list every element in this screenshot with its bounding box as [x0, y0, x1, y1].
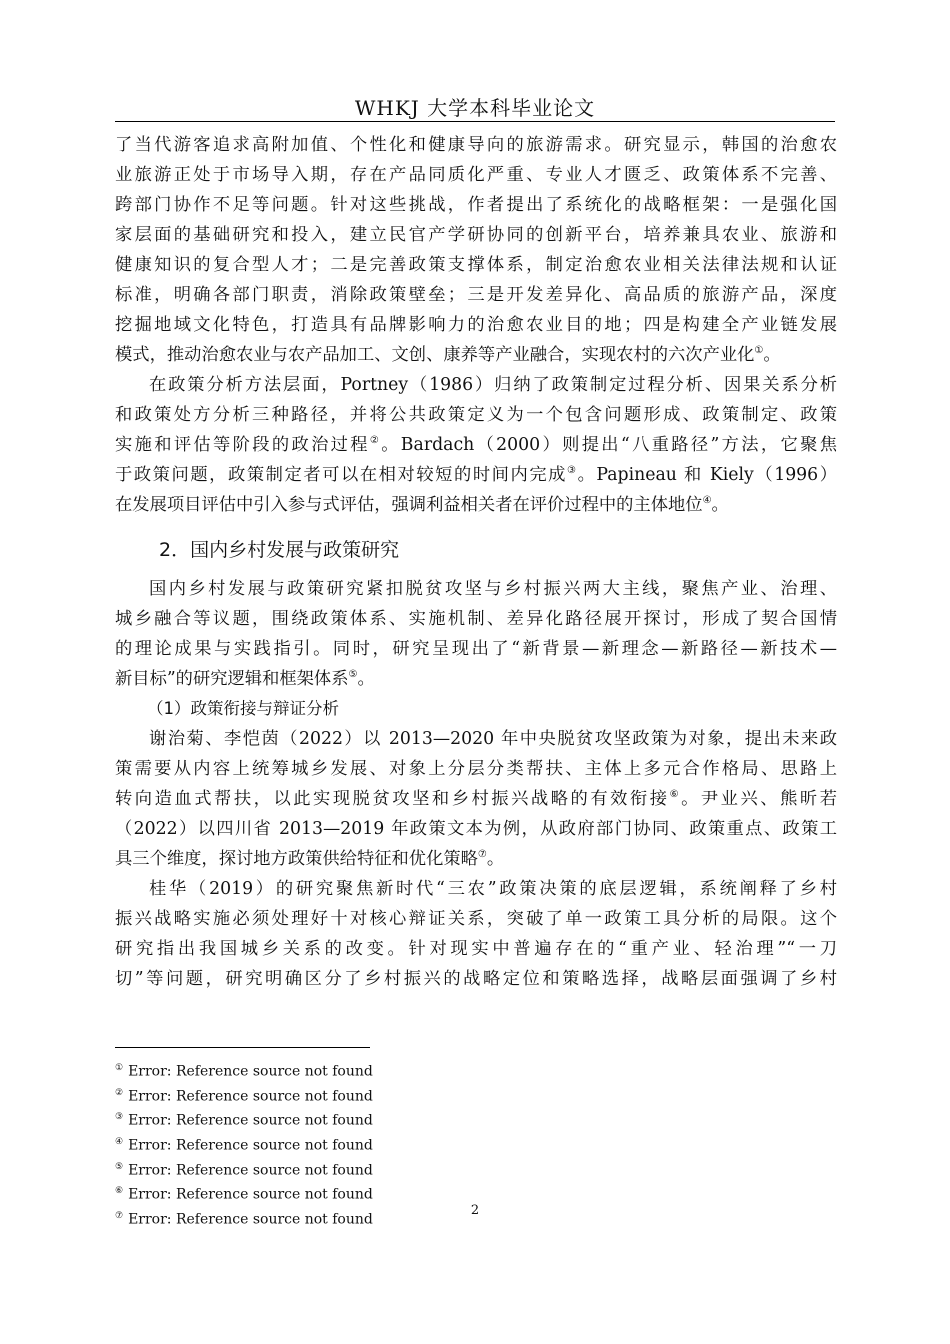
text-line: 城乡融合等议题，围绕政策体系、实施机制、差异化路径展开探讨，形成了契合国情: [115, 609, 837, 629]
text-line: [115, 784, 837, 814]
text-run: 在发展项目评估中引入参与式评估，强调利益相关者在评价过程中的主体地位: [115, 495, 703, 515]
footnote-text: Error: Reference source not found: [128, 1112, 373, 1129]
footnote: [115, 1058, 373, 1083]
footnote-separator: [115, 1047, 370, 1048]
footnote-ref-2[interactable]: ②: [369, 435, 382, 447]
footnote-ref-1[interactable]: ①: [754, 345, 764, 357]
text-line: 的理论成果与实践指引。同时，研究呈现出了“新背景—新理念—新路径—新技术—: [115, 639, 837, 659]
text-line: 和政策处方分析三种路径，并将公共政策定义为一个包含问题形成、政策制定、政策: [115, 405, 837, 425]
text-line: 跨部门协作不足等问题。针对这些挑战，作者提出了系统化的战略框架：一是强化国: [115, 195, 837, 215]
text-line: 研究指出我国城乡关系的改变。针对现实中普遍存在的“重产业、轻治理”“一刀: [115, 939, 837, 959]
paragraph-4: [115, 724, 837, 874]
text-run: 具三个维度，探讨地方政策供给特征和优化策略: [115, 849, 478, 869]
text-line: 挖掘地域文化特色，打造具有品牌影响力的治愈农业目的地；四是构建全产业链发展: [115, 315, 837, 335]
text-run: 新目标”的研究逻辑和框架体系: [115, 669, 349, 689]
paragraph-5: [115, 874, 837, 994]
paragraph-3: [115, 574, 837, 694]
footnote-ref-4[interactable]: ④: [702, 495, 712, 507]
text-line: 振兴战略实施必须处理好十对核心辩证关系，突破了单一政策工具分析的局限。这个: [115, 909, 837, 929]
text-line: 在政策分析方法层面，Portney（1986）归纳了政策制定过程分析、因果关系分析: [149, 375, 837, 395]
text-line: [115, 340, 837, 370]
text-line: 标准，明确各部门职责，消除政策壁垒；三是开发差异化、高品质的旅游产品，深度: [115, 285, 837, 305]
text-run: 。: [763, 345, 781, 365]
text-run: 。: [357, 669, 375, 689]
text-run: 。Papineau 和 Kiely（1996）: [577, 465, 838, 485]
running-header: WHKJ 大学本科毕业论文: [354, 96, 596, 120]
footnote-text: Error: Reference source not found: [128, 1137, 373, 1154]
text-line: 桂华（2019）的研究聚焦新时代“三农”政策决策的底层逻辑，系统阐释了乡村: [149, 879, 837, 899]
text-line: 切”等问题，研究明确区分了乡村振兴的战略定位和策略选择，战略层面强调了乡村: [115, 969, 837, 989]
footnote: [115, 1132, 373, 1157]
footnote-mark: ②: [115, 1087, 124, 1098]
text-run: 。尹业兴、熊昕若: [681, 789, 837, 809]
text-line: [115, 664, 837, 694]
footnote-text: Error: Reference source not found: [128, 1162, 373, 1179]
footnote-text: Error: Reference source not found: [128, 1088, 373, 1105]
footnote-mark: ③: [115, 1112, 124, 1123]
text-line: [115, 430, 837, 460]
text-line: 业旅游正处于市场导入期，存在产品同质化严重、专业人才匮乏、政策体系不完善、: [115, 165, 837, 185]
footnote-text: Error: Reference source not found: [128, 1186, 373, 1203]
footnote-mark: ⑤: [115, 1161, 124, 1172]
footnote-mark: ⑦: [115, 1210, 124, 1221]
footnote-mark: ⑥: [115, 1186, 124, 1197]
text-line: [115, 490, 837, 520]
footnote-text: Error: Reference source not found: [128, 1211, 373, 1228]
footnote: [115, 1157, 373, 1182]
text-line: 了当代游客追求高附加值、个性化和健康导向的旅游需求。研究显示，韩国的治愈农: [115, 135, 837, 155]
document-body: [115, 130, 837, 994]
section-heading: 2．国内乡村发展与政策研究: [159, 539, 400, 561]
text-line: 家层面的基础研究和投入，建立民官产学研协同的创新平台，培养兼具农业、旅游和: [115, 225, 837, 245]
text-run: 。Bardach（2000）则提出“八重路径”方法，它聚焦: [381, 435, 837, 455]
text-line: 谢治菊、李恺茵（2022）以 2013—2020 年中央脱贫攻坚政策为对象，提出未来政: [149, 729, 837, 749]
footnote-mark: ①: [115, 1063, 124, 1073]
text-run: 于政策问题，政策制定者可以在相对较短的时间内完成: [115, 465, 568, 485]
footnote-text: Error: Reference source not found: [128, 1063, 373, 1080]
text-line: 健康知识的复合型人才；二是完善政策支撑体系，制定治愈农业相关法律法规和认证: [115, 255, 837, 275]
subsection-heading: （1）政策衔接与辩证分析: [147, 699, 339, 718]
text-run: 转向造血式帮扶，以此实现脱贫攻坚和乡村振兴战略的有效衔接: [115, 789, 670, 809]
page-number: 2: [470, 1203, 480, 1218]
text-line: [115, 460, 837, 490]
footnote-ref-3[interactable]: ③: [567, 465, 578, 477]
paragraph-2: [115, 370, 837, 520]
header-rule: [115, 121, 835, 122]
footnote-ref-7[interactable]: ⑦: [477, 849, 487, 861]
paragraph-1: [115, 130, 837, 370]
text-line: 国内乡村发展与政策研究紧扣脱贫攻坚与乡村振兴两大主线，聚焦产业、治理、: [149, 579, 837, 599]
text-run: 。: [486, 849, 505, 869]
footnote-ref-5[interactable]: ⑤: [348, 669, 358, 681]
footnote: [115, 1083, 373, 1108]
text-run: 模式，推动治愈农业与农产品加工、文创、康养等产业融合，实现农村的六次产业化: [115, 345, 755, 365]
footnote-mark: ④: [115, 1136, 124, 1147]
footnote-ref-6[interactable]: ⑥: [669, 789, 682, 801]
text-run: 实施和评估等阶段的政治过程: [115, 435, 370, 455]
text-line: [115, 844, 837, 874]
text-line: 策需要从内容上统筹城乡发展、对象上分层分类帮扶、主体上多元合作格局、思路上: [115, 759, 837, 779]
text-run: 。: [711, 495, 729, 515]
footnote: [115, 1107, 373, 1132]
text-line: （2022）以四川省 2013—2019 年政策文本为例，从政府部门协同、政策重点、政策工: [115, 819, 837, 839]
